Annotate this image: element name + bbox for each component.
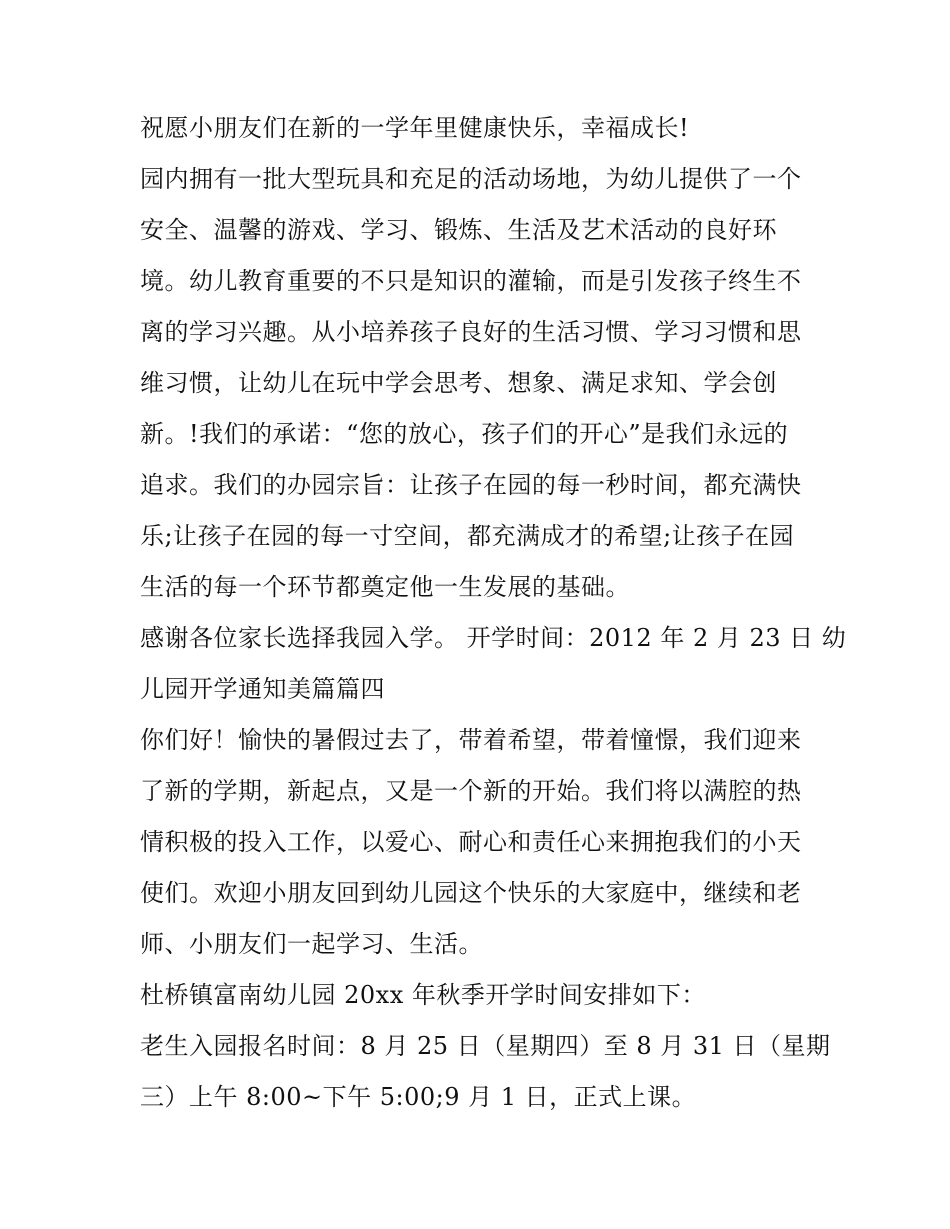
text-line-17: 师、小朋友们一起学习、生活。 [140, 930, 483, 958]
text-line-9: 乐;让孩子在园的每一寸空间，都充满成才的希望;让孩子在园 [140, 522, 795, 550]
text-line-7: 新。!我们的承诺：“您的放心，孩子们的开心”是我们永远的 [140, 420, 789, 448]
text-line-19: 老生入园报名时间：8 月 25 日（星期四）至 8 月 31 日（星期 [140, 1032, 831, 1060]
text-line-10: 生活的每一个环节都奠定他一生发展的基础。 [140, 573, 630, 601]
text-line-8: 追求。我们的办园宗旨：让孩子在园的每一秒时间，都充满快 [140, 471, 802, 499]
text-line-15: 情积极的投入工作，以爱心、耐心和责任心来拥抱我们的小天 [140, 828, 802, 856]
text-line-18: 杜桥镇富南幼儿园 20xx 年秋季开学时间安排如下： [140, 981, 706, 1009]
text-line-4: 境。幼儿教育重要的不只是知识的灌输，而是引发孩子终生不 [140, 267, 802, 295]
text-line-11: 感谢各位家长选择我园入学。 开学时间：2012 年 2 月 23 日 幼 [140, 624, 847, 652]
text-line-14: 了新的学期，新起点，又是一个新的开始。我们将以满腔的热 [140, 777, 802, 805]
text-line-16: 使们。欢迎小朋友回到幼儿园这个快乐的大家庭中，继续和老 [140, 879, 802, 907]
text-line-5: 离的学习兴趣。从小培养孩子良好的生活习惯、学习习惯和思 [140, 318, 802, 346]
text-line-20: 三）上午 8:00~下午 5:00;9 月 1 日，正式上课。 [140, 1083, 697, 1111]
text-line-12: 儿园开学通知美篇篇四 [140, 675, 385, 703]
text-line-13: 你们好！愉快的暑假过去了，带着希望，带着憧憬，我们迎来 [140, 726, 802, 754]
text-line-1: 祝愿小朋友们在新的一学年里健康快乐，幸福成长! [140, 114, 690, 142]
text-line-6: 维习惯，让幼儿在玩中学会思考、想象、满足求知、学会创 [140, 369, 777, 397]
document-body [140, 103, 847, 1123]
text-line-2: 园内拥有一批大型玩具和充足的活动场地，为幼儿提供了一个 [140, 165, 802, 193]
text-line-3: 安全、温馨的游戏、学习、锻炼、生活及艺术活动的良好环 [140, 216, 777, 244]
